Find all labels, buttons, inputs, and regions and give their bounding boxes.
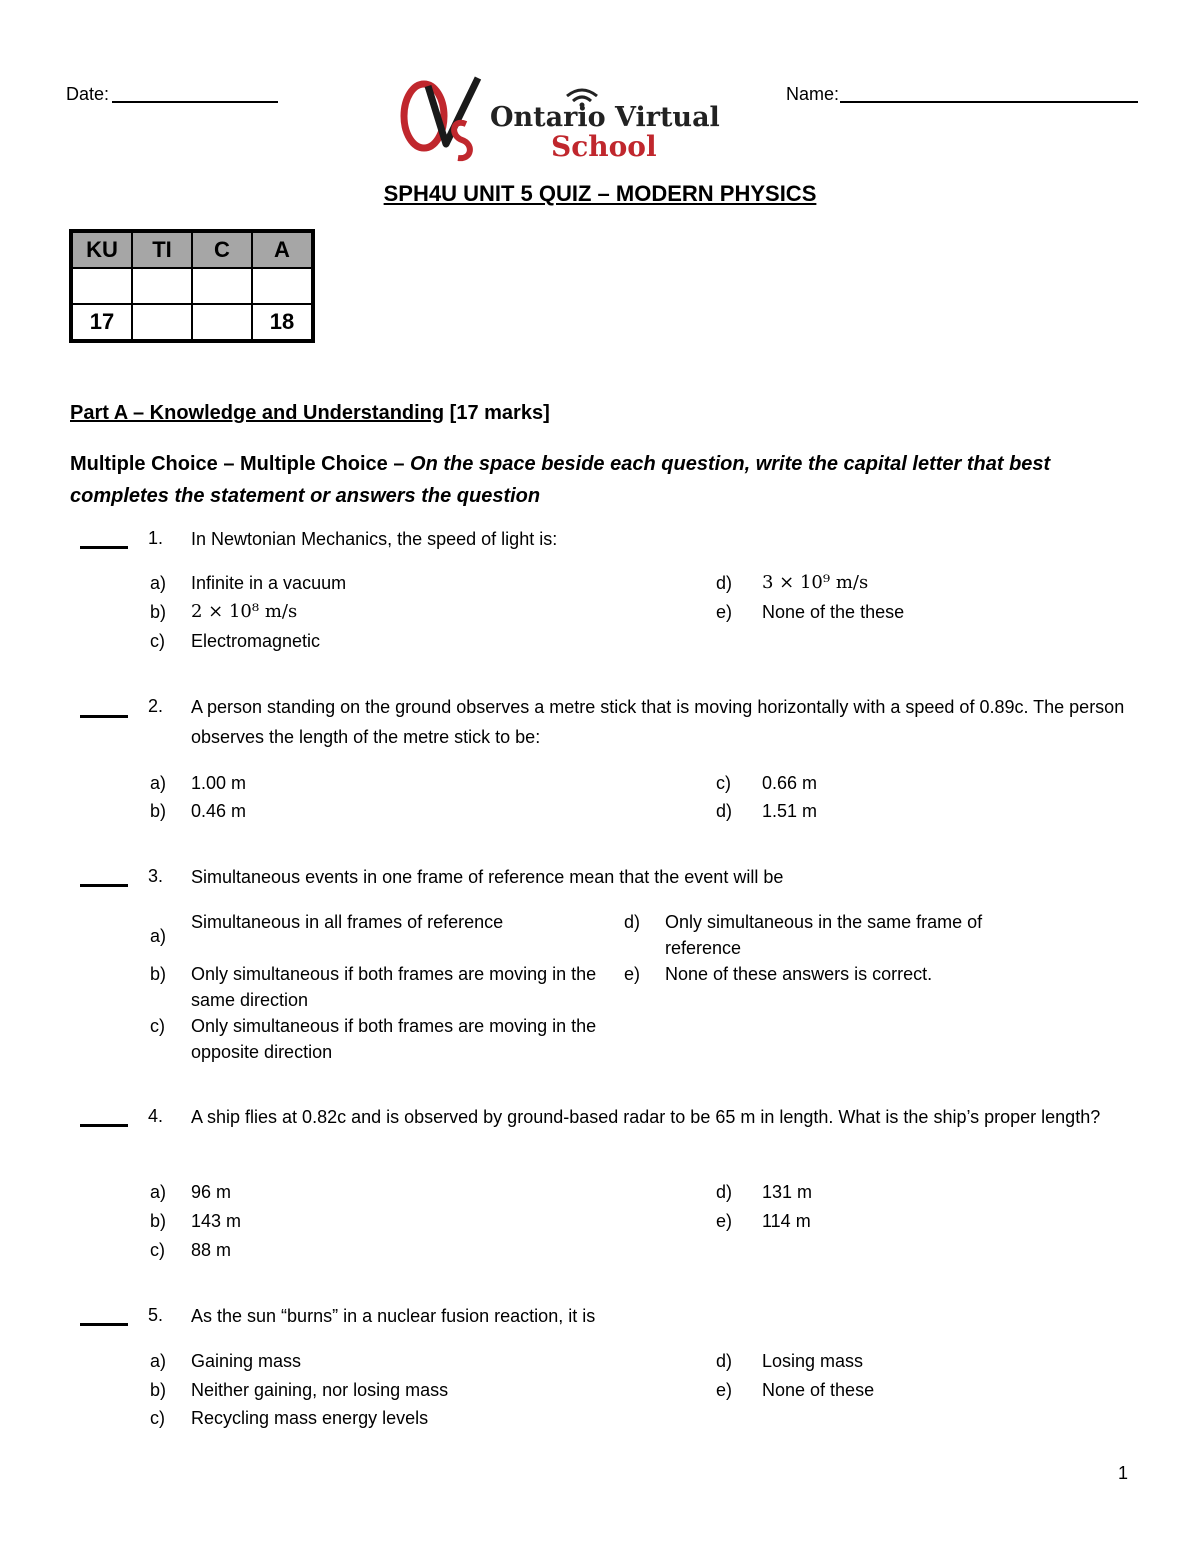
answer-blank-q4[interactable] xyxy=(80,1124,128,1127)
rubric-total-ku: 17 xyxy=(71,304,132,341)
question-number: 1. xyxy=(148,528,164,548)
option-text: 131 m xyxy=(762,1182,813,1202)
option-label: d) xyxy=(716,573,733,593)
option-text: 143 m xyxy=(191,1211,242,1231)
option-text: Gaining mass xyxy=(191,1351,302,1371)
option-label: a) xyxy=(150,1351,167,1371)
rubric-total-ti xyxy=(132,304,192,341)
option-text: 0.66 m xyxy=(762,773,818,793)
rubric-header-c: C xyxy=(192,231,252,268)
rubric-score-ti[interactable] xyxy=(132,268,192,304)
option-label: a) xyxy=(150,1182,167,1202)
marks-rubric-table xyxy=(69,229,315,343)
page-title: SPH4U UNIT 5 QUIZ – MODERN PHYSICS xyxy=(383,181,817,206)
option-text: Only simultaneous in the same frame of reference xyxy=(665,912,983,958)
date-label: Date: xyxy=(66,84,110,104)
option-text: 88 m xyxy=(191,1240,232,1260)
option-label: a) xyxy=(150,773,167,793)
option-text: Recycling mass energy levels xyxy=(191,1408,429,1428)
option-text: 2 × 10⁸ m/s xyxy=(191,601,298,622)
option-text: 3 × 10⁹ m/s xyxy=(762,572,869,593)
option-label: e) xyxy=(716,1211,733,1231)
ovs-monogram-icon xyxy=(400,74,490,164)
option-label: b) xyxy=(150,964,167,984)
option-text: Only simultaneous if both frames are moving in the same direction xyxy=(191,964,597,1010)
option-label: d) xyxy=(624,912,641,932)
rubric-score-ku[interactable] xyxy=(71,268,132,304)
rubric-score-c[interactable] xyxy=(192,268,252,304)
option-label: b) xyxy=(150,602,167,622)
rubric-total-row xyxy=(71,304,313,341)
option-label: a) xyxy=(150,926,167,946)
question-text: A person standing on the ground observes a metre stick that is moving horizontally with a speed of 0.89c. The person observes the length of the metre stick to be: xyxy=(191,697,1125,747)
option-label: b) xyxy=(150,1380,167,1400)
option-text: None of these answers is correct. xyxy=(665,964,933,984)
question-text: As the sun “burns” in a nuclear fusion reaction, it is xyxy=(191,1306,596,1326)
rubric-score-row xyxy=(71,268,313,304)
option-text: Only simultaneous if both frames are moving in the opposite direction xyxy=(191,1016,597,1062)
school-logo xyxy=(400,74,725,166)
part-a-marks: [17 marks] xyxy=(444,402,550,424)
question-number: 4. xyxy=(148,1106,164,1126)
logo-brand-line1: Ontario Virtual xyxy=(490,102,720,133)
instructions-lead: Multiple Choice – Multiple Choice – xyxy=(70,453,411,475)
option-label: b) xyxy=(150,801,167,821)
option-text: Neither gaining, nor losing mass xyxy=(191,1380,449,1400)
rubric-header-a: A xyxy=(252,231,313,268)
question-number: 3. xyxy=(148,866,164,886)
instructions-text: On the space beside each question, write the capital letter that best completes the statement or answers the question xyxy=(70,453,1051,507)
option-text: Infinite in a vacuum xyxy=(191,573,347,593)
option-text: 114 m xyxy=(762,1211,811,1231)
part-a-heading xyxy=(70,402,550,425)
option-label: c) xyxy=(150,631,165,651)
option-label: e) xyxy=(624,964,641,984)
name-field[interactable] xyxy=(840,101,1138,103)
logo-brand-line2: School xyxy=(551,130,657,163)
instructions xyxy=(70,448,1130,512)
question-text: Simultaneous events in one frame of reference mean that the event will be xyxy=(191,867,784,887)
page-number: 1 xyxy=(1118,1463,1129,1483)
option-label: c) xyxy=(150,1240,165,1260)
rubric-total-a: 18 xyxy=(252,304,313,341)
option-label: e) xyxy=(716,602,733,622)
option-text: None of the these xyxy=(762,602,905,622)
part-a-title: Part A – Knowledge and Understanding xyxy=(70,402,445,424)
option-text: Electromagnetic xyxy=(191,631,321,651)
option-text: 1.51 m xyxy=(762,801,818,821)
option-text: 1.00 m xyxy=(191,773,247,793)
option-label: d) xyxy=(716,1182,733,1202)
question-text: A ship flies at 0.82c and is observed by ground-based radar to be 65 m in length. What is the ship’s proper length? xyxy=(191,1107,1101,1127)
name-label: Name: xyxy=(786,84,840,104)
option-text: 0.46 m xyxy=(191,801,247,821)
option-label: d) xyxy=(716,1351,733,1371)
rubric-header-row xyxy=(71,231,313,268)
date-field[interactable] xyxy=(112,101,278,103)
question-text: In Newtonian Mechanics, the speed of light is: xyxy=(191,529,558,549)
option-label: d) xyxy=(716,801,733,821)
option-label: e) xyxy=(716,1380,733,1400)
answer-blank-q5[interactable] xyxy=(80,1323,128,1326)
option-label: c) xyxy=(716,773,731,793)
answer-blank-q2[interactable] xyxy=(80,715,128,718)
option-text: Losing mass xyxy=(762,1351,864,1371)
question-number: 5. xyxy=(148,1305,164,1325)
option-label: b) xyxy=(150,1211,167,1231)
answer-blank-q1[interactable] xyxy=(80,546,128,549)
rubric-header-ti: TI xyxy=(132,231,192,268)
rubric-header-ku: KU xyxy=(71,231,132,268)
rubric-total-c xyxy=(192,304,252,341)
answer-blank-q3[interactable] xyxy=(80,884,128,887)
question-number: 2. xyxy=(148,696,164,716)
option-label: c) xyxy=(150,1016,165,1036)
rubric-score-a[interactable] xyxy=(252,268,313,304)
option-text: None of these xyxy=(762,1380,875,1400)
option-text: Simultaneous in all frames of reference xyxy=(191,912,504,932)
option-label: c) xyxy=(150,1408,165,1428)
option-label: a) xyxy=(150,573,167,593)
option-text: 96 m xyxy=(191,1182,232,1202)
